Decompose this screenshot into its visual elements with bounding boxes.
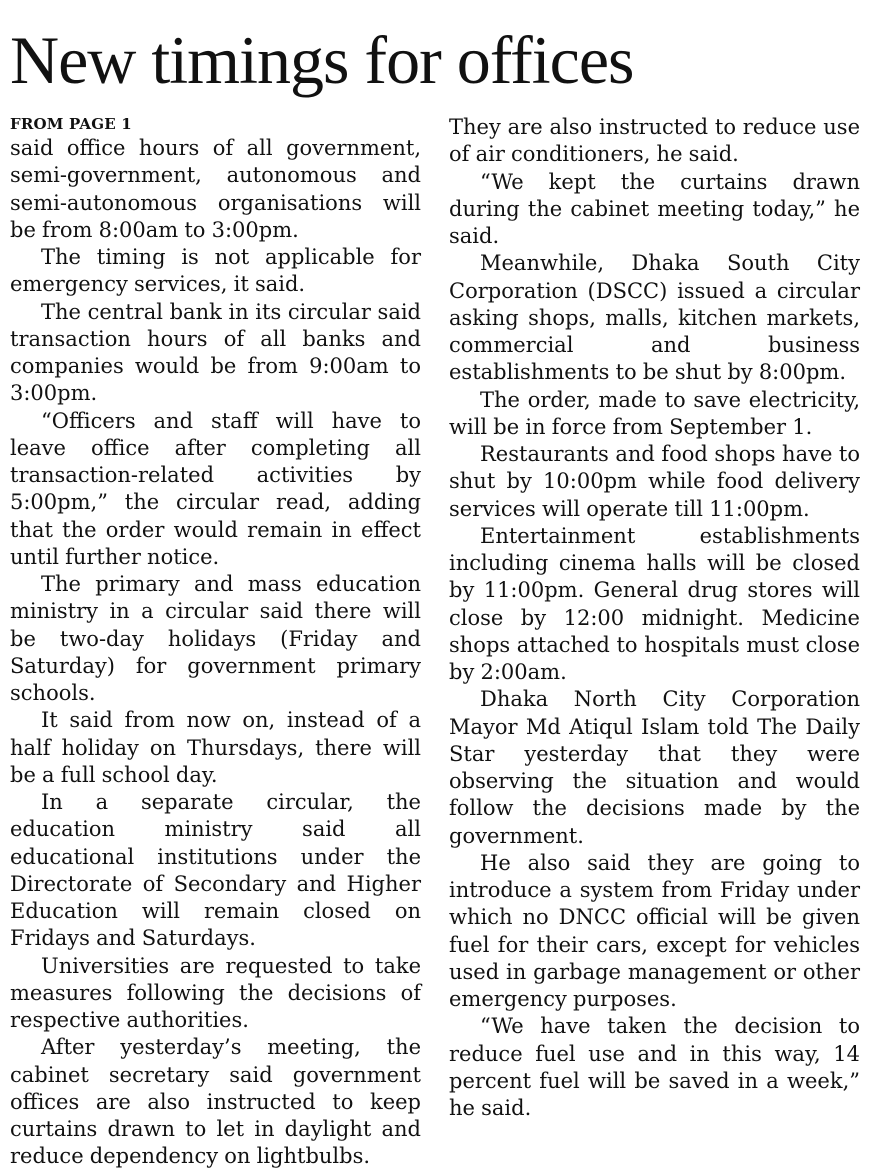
continuation-kicker: FROM PAGE 1 [10,115,132,133]
paragraph: Meanwhile, Dhaka South City Corporation (DSCC) issued a circular asking shops, malls, kitchen markets, commercial and business establishments to be shut by 8:00pm. [449,251,860,385]
paragraph: The order, made to save electricity, will be in force from September 1. [449,387,860,439]
paragraph: The primary and mass education ministry in a circular said there will be two-day holidays (Friday and Saturday) for government primary schools. [10,572,421,705]
paragraph: “Officers and staff will have to leave office after completing all transaction-related activities by 5:00pm,” the circular read, adding that the order would remain in effect until further notice. [10,408,421,569]
paragraph: After yesterday’s meeting, the cabinet secretary said government offices are also instructed to keep curtains drawn to let in daylight and reduce dependency on lightbulbs. [10,1035,421,1169]
paragraph: Restaurants and food shops have to shut by 10:00pm while food delivery services will operate till 11:00pm. [449,442,860,521]
article-column-right [449,114,860,1122]
paragraph: Entertainment establishments including cinema halls will be closed by 11:00pm. General drug stores will close by 12:00 midnight. Medicine shops attached to hospitals must close by 2:00am. [449,523,860,684]
paragraph: Dhaka North City Corporation Mayor Md Atiqul Islam told The Daily Star yesterday that they were observing the situation and would follow the decisions made by the government. [449,687,860,848]
paragraph: “We have taken the decision to reduce fuel use and in this way, 14 percent fuel will be saved in a week,” he said. [449,1014,860,1120]
paragraph: He also said they are going to introduce a system from Friday under which no DNCC official will be given fuel for their cars, except for vehicles used in garbage management or other emergency purposes. [449,850,860,1011]
paragraph: In a separate circular, the education ministry said all educational institutions under the Directorate of Secondary and Higher Education will remain closed on Fridays and Saturdays. [10,790,421,951]
headline: New timings for offices [10,22,634,98]
paragraph: They are also instructed to reduce use of air conditioners, he said. [449,115,860,167]
article-column-left [10,114,421,1171]
paragraph: Universities are requested to take measures following the decisions of respective authorities. [10,953,421,1032]
paragraph: It said from now on, instead of a half holiday on Thursdays, there will be a full school day. [10,708,421,787]
paragraph: The central bank in its circular said transaction hours of all banks and companies would be from 9:00am to 3:00pm. [10,299,421,406]
paragraph: said office hours of all government, semi-government, autonomous and semi-autonomous organisations will be from 8:00am to 3:00pm. [10,136,421,242]
paragraph: The timing is not applicable for emergency services, it said. [10,245,421,297]
paragraph: “We kept the curtains drawn during the cabinet meeting today,” he said. [449,169,860,248]
